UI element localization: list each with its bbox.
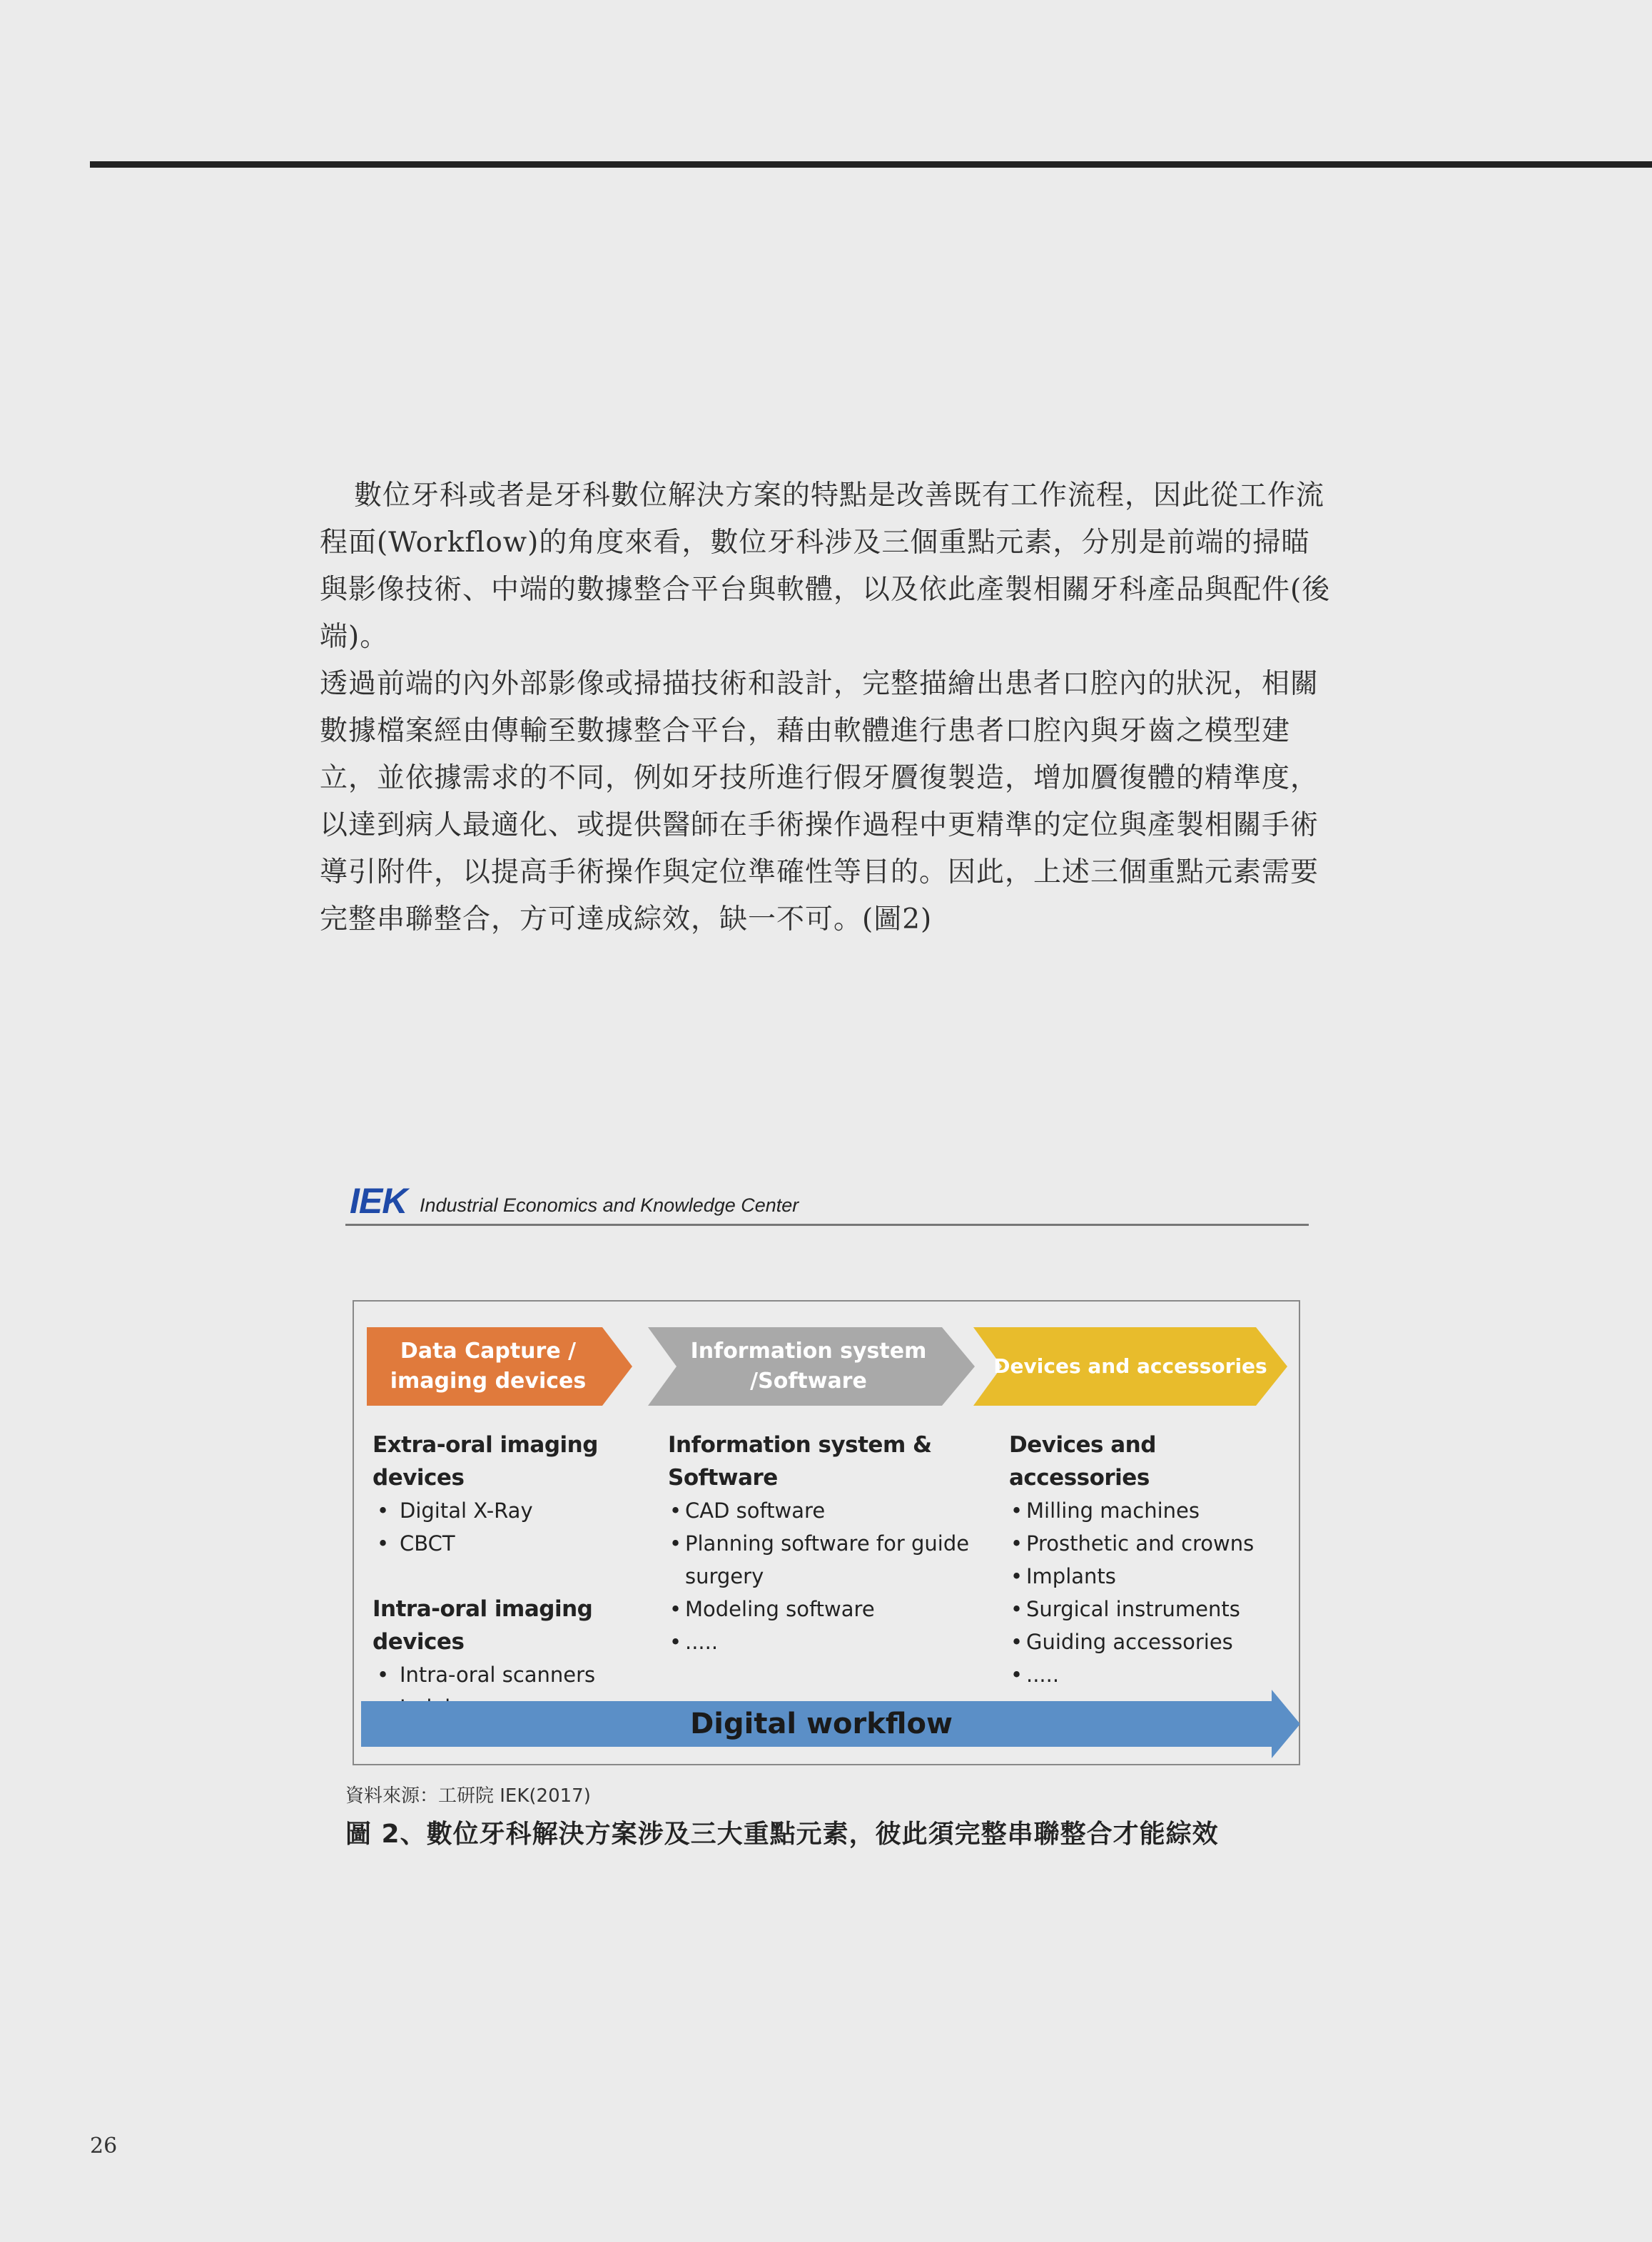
software-heading: Information system & Software bbox=[668, 1432, 932, 1491]
figure-source: 資料來源：工研院 IEK(2017) bbox=[345, 1785, 591, 1807]
extra-oral-list bbox=[373, 1494, 672, 1560]
workflow-diagram bbox=[353, 1300, 1300, 1765]
list-item: • Planning software for guide bbox=[668, 1527, 989, 1560]
software-list bbox=[668, 1494, 989, 1658]
list-item: • ..... bbox=[1009, 1658, 1294, 1691]
arrow-label-information-system: Information system /Software bbox=[690, 1339, 927, 1394]
list-item: • Prosthetic and crowns bbox=[1009, 1527, 1294, 1560]
list-item: • Digital X-Ray bbox=[373, 1494, 672, 1527]
intra-oral-heading: Intra-oral imaging devices bbox=[373, 1596, 593, 1655]
devices-list bbox=[1009, 1494, 1294, 1691]
list-item-continuation: surgery bbox=[685, 1564, 764, 1588]
arrow-information-system bbox=[648, 1327, 975, 1406]
digital-workflow-arrow bbox=[361, 1690, 1300, 1758]
list-item: • CBCT bbox=[373, 1527, 672, 1560]
devices-heading: Devices and accessories bbox=[1009, 1432, 1156, 1491]
list-item: • Modeling software bbox=[668, 1593, 989, 1625]
column-data-capture bbox=[373, 1429, 672, 1724]
list-item: • CAD software bbox=[668, 1494, 989, 1527]
extra-oral-heading: Extra-oral imaging devices bbox=[373, 1432, 598, 1491]
paragraph-2-text: 透過前端的內外部影像或掃描技術和設計，完整描繪出患者口腔內的狀況，相關數據檔案經由傳輸至數據整合平台，藉由軟體進行患者口腔內與牙齒之模型建立，並依據需求的不同，例如牙技所進行假牙贗復製造，增加贗復體的精準度，以達到病人最適化、或提供醫師在手術操作過程中更精準的定位與產製相關手術導引附件，以提高手術操作與定位準確性等目的。因此，上述三個重點元素需要完整串聯整合，方可達成綜效，缺一不可。(圖2) bbox=[320, 668, 1319, 935]
iek-header bbox=[345, 1177, 1309, 1227]
list-item: • Guiding accessories bbox=[1009, 1625, 1294, 1658]
figure-2 bbox=[345, 1177, 1309, 1855]
column-devices bbox=[1009, 1429, 1294, 1691]
list-item: • Surgical instruments bbox=[1009, 1593, 1294, 1625]
header-rule bbox=[90, 161, 1652, 168]
body-paragraph-1 bbox=[320, 472, 1333, 661]
body-paragraph-2 bbox=[320, 661, 1333, 943]
iek-logo: IEK bbox=[350, 1181, 407, 1221]
arrow-data-capture bbox=[367, 1327, 632, 1406]
list-item: • Milling machines bbox=[1009, 1494, 1294, 1527]
list-item: • Intra-oral scanners bbox=[373, 1658, 672, 1691]
iek-header-rule bbox=[345, 1224, 1309, 1226]
figure-caption: 圖 2、數位牙科解決方案涉及三大重點元素，彼此須完整串聯整合才能綜效 bbox=[345, 1820, 1219, 1849]
workflow-label: Digital workflow bbox=[690, 1708, 953, 1740]
iek-org-name: Industrial Economics and Knowledge Center bbox=[420, 1194, 799, 1216]
list-item: • Implants bbox=[1009, 1560, 1294, 1593]
paragraph-1-text: 數位牙科或者是牙科數位解決方案的特點是改善既有工作流程，因此從工作流程面(Workflow)的角度來看，數位牙科涉及三個重點元素，分別是前端的掃瞄與影像技術、中端的數據整合平台與軟體，以及依此產製相關牙科產品與配件(後端)。 bbox=[320, 480, 1331, 653]
list-item: • ..... bbox=[668, 1625, 989, 1658]
arrow-label-devices: Devices and accessories bbox=[993, 1354, 1267, 1378]
page-number: 26 bbox=[90, 2134, 118, 2159]
column-software bbox=[668, 1429, 989, 1658]
arrow-label-data-capture: Data Capture / imaging devices bbox=[390, 1339, 587, 1394]
arrow-devices bbox=[973, 1327, 1287, 1406]
